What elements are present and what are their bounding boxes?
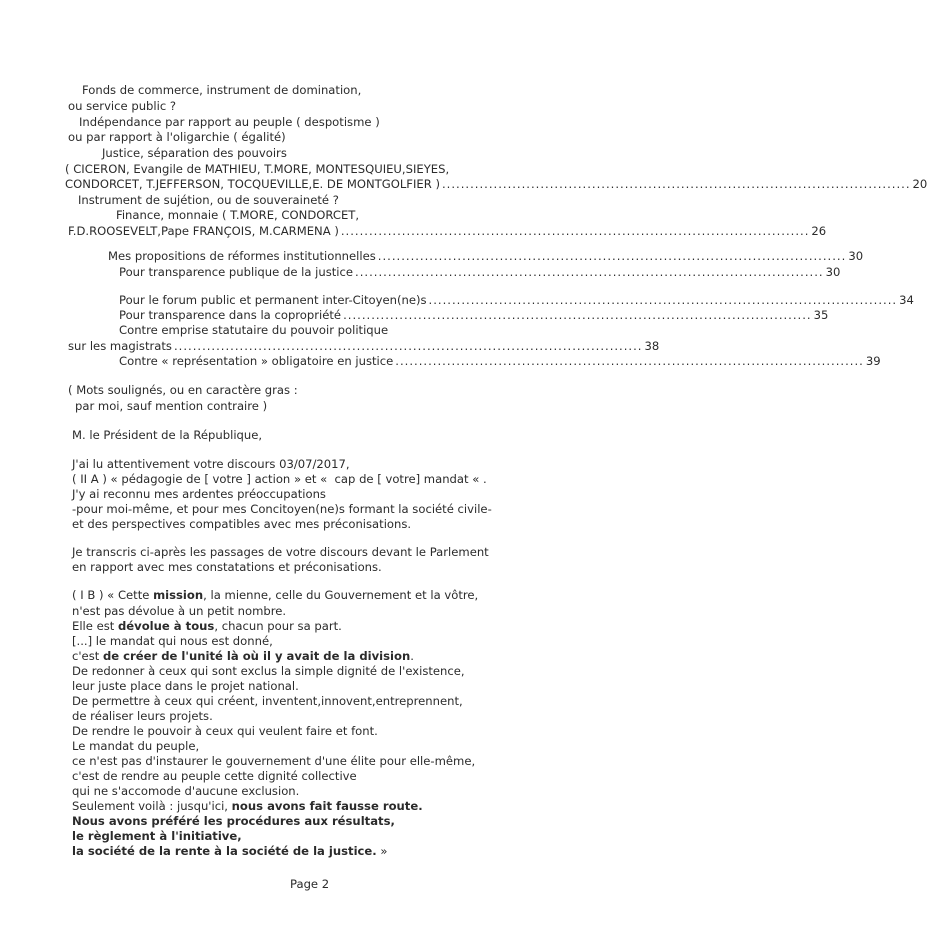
quote-line: De rendre le pouvoir à ceux qui veulent faire et font. bbox=[72, 724, 378, 738]
note-line: ( Mots soulignés, ou en caractère gras : bbox=[68, 383, 298, 397]
page-number: Page 2 bbox=[290, 877, 330, 891]
intro-line: Fonds de commerce, instrument de domination, bbox=[82, 83, 362, 97]
intro-line: ou par rapport à l'oligarchie ( égalité) bbox=[68, 130, 286, 144]
toc-entry-label: Pour transparence dans la copropriété bbox=[119, 308, 342, 322]
quote-text: ( I B ) « Cette bbox=[72, 588, 154, 602]
toc-entry bbox=[119, 354, 881, 368]
leader-dots: .................................................................................................... bbox=[340, 224, 810, 238]
quote-line bbox=[72, 799, 423, 813]
toc-entry-page: 34 bbox=[899, 293, 914, 307]
paragraph-line: J'y ai reconnu mes ardentes préoccupations bbox=[72, 487, 326, 501]
leader-dots: .................................................................................................... bbox=[441, 177, 911, 191]
toc-entry-page: 26 bbox=[811, 224, 827, 238]
quote-line bbox=[72, 649, 414, 663]
quote-bold-text: nous avons fait fausse route. bbox=[231, 799, 423, 813]
quote-bold-text: dévolue à tous bbox=[118, 619, 215, 633]
quote-line: ce n'est pas d'instaurer le gouvernement d'une élite pour elle-même, bbox=[72, 754, 476, 768]
toc-entry-label: sur les magistrats bbox=[68, 339, 172, 353]
paragraph-line: en rapport avec mes constatations et préconisations. bbox=[72, 560, 382, 574]
quote-bold-text: de créer de l'unité là où il y avait de la division bbox=[102, 649, 411, 663]
quote-text: , la mienne, celle du Gouvernement et la vôtre, bbox=[203, 588, 479, 602]
quote-bold-text: Nous avons préféré les procédures aux résultats, bbox=[72, 814, 395, 828]
quote-line: de réaliser leurs projets. bbox=[72, 709, 213, 723]
intro-line: ( CICERON, Evangile de MATHIEU, T.MORE, MONTESQUIEU,SIEYES, bbox=[65, 162, 450, 176]
salutation: M. le Président de la République, bbox=[72, 428, 263, 442]
quote-line: c'est de rendre au peuple cette dignité collective bbox=[72, 769, 357, 783]
paragraph-line: -pour moi-même, et pour mes Concitoyen(ne)s formant la société civile- bbox=[72, 502, 492, 516]
leader-dots: .................................................................................................... bbox=[355, 265, 824, 279]
intro-line: Finance, monnaie ( T.MORE, CONDORCET, bbox=[116, 208, 360, 222]
toc-entry-label: Pour le forum public et permanent inter-Citoyen(ne)s bbox=[119, 293, 427, 307]
quote-line bbox=[72, 844, 387, 858]
toc-entry-page: 20 bbox=[912, 177, 927, 191]
quote-line: leur juste place dans le projet national. bbox=[72, 679, 299, 693]
quote-line: De permettre à ceux qui créent, inventent,innovent,entreprennent, bbox=[72, 694, 463, 708]
toc-entry-label: Mes propositions de réformes institutionnelles bbox=[108, 249, 376, 263]
leader-dots: .................................................................................................... bbox=[343, 308, 812, 322]
toc-entry-label: Contre « représentation » obligatoire en justice bbox=[119, 354, 394, 368]
toc-entry bbox=[119, 308, 829, 322]
paragraph-line: Je transcris ci-après les passages de votre discours devant le Parlement bbox=[72, 545, 489, 559]
paragraph-line: et des perspectives compatibles avec mes préconisations. bbox=[72, 517, 412, 531]
quote-line bbox=[72, 829, 242, 843]
leader-dots: .................................................................................................... bbox=[173, 339, 643, 353]
toc-entry bbox=[108, 249, 864, 263]
quote-bold-text: mission bbox=[153, 588, 204, 602]
quote-line bbox=[72, 814, 395, 828]
toc-entry-label: CONDORCET, T.JEFFERSON, TOCQUEVILLE,E. DE MONTGOLFIER ) bbox=[65, 177, 440, 191]
intro-line: Instrument de sujétion, ou de souveraineté ? bbox=[78, 193, 339, 207]
toc-entry-page: 39 bbox=[865, 354, 881, 368]
toc-entry bbox=[68, 224, 827, 238]
quote-line: qui ne s'accomode d'aucune exclusion. bbox=[72, 784, 300, 798]
quote-text: Elle est bbox=[72, 619, 118, 633]
quote-line bbox=[72, 619, 342, 633]
paragraph-line: ( II A ) « pédagogie de [ votre ] action » et « cap de [ votre] mandat « . bbox=[72, 472, 487, 486]
leader-dots: .................................................................................................... bbox=[395, 354, 864, 368]
quote-line: De redonner à ceux qui sont exclus la simple dignité de l'existence, bbox=[72, 664, 465, 678]
toc-entry-page: 35 bbox=[813, 308, 829, 322]
quote-text: . bbox=[410, 649, 414, 663]
toc-entry-page: 30 bbox=[848, 249, 864, 263]
intro-line: Indépendance par rapport au peuple ( despotisme ) bbox=[79, 115, 380, 129]
quote-bold-text: la société de la rente à la société de la justice. bbox=[72, 844, 377, 858]
toc-entry-label: F.D.ROOSEVELT,Pape FRANÇOIS, M.CARMENA ) bbox=[68, 224, 339, 238]
intro-line: Justice, séparation des pouvoirs bbox=[102, 146, 287, 160]
toc-entry bbox=[65, 177, 927, 191]
toc-entry-page: 30 bbox=[825, 265, 841, 279]
toc-entry bbox=[68, 339, 660, 353]
quote-bold-text: le règlement à l'initiative, bbox=[72, 829, 242, 843]
note-line: par moi, sauf mention contraire ) bbox=[75, 399, 268, 413]
leader-dots: .................................................................................................... bbox=[428, 293, 898, 307]
intro-line: ou service public ? bbox=[68, 99, 177, 113]
toc-entry bbox=[119, 293, 914, 307]
quote-text: Seulement voilà : jusqu'ici, bbox=[72, 799, 232, 813]
leader-dots: .................................................................................................... bbox=[377, 249, 847, 263]
paragraph-line: J'ai lu attentivement votre discours 03/07/2017, bbox=[72, 457, 350, 471]
quote-line: n'est pas dévolue à un petit nombre. bbox=[72, 604, 287, 618]
quote-line bbox=[72, 588, 478, 602]
quote-line: Le mandat du peuple, bbox=[72, 739, 200, 753]
toc-entry bbox=[119, 265, 841, 279]
toc-line: Contre emprise statutaire du pouvoir politique bbox=[119, 323, 389, 337]
quote-text: , chacun pour sa part. bbox=[214, 619, 342, 633]
toc-entry-page: 38 bbox=[644, 339, 660, 353]
quote-text: » bbox=[376, 844, 388, 858]
toc-entry-label: Pour transparence publique de la justice bbox=[119, 265, 354, 279]
quote-text: c'est bbox=[72, 649, 103, 663]
quote-line: [...] le mandat qui nous est donné, bbox=[72, 634, 273, 648]
